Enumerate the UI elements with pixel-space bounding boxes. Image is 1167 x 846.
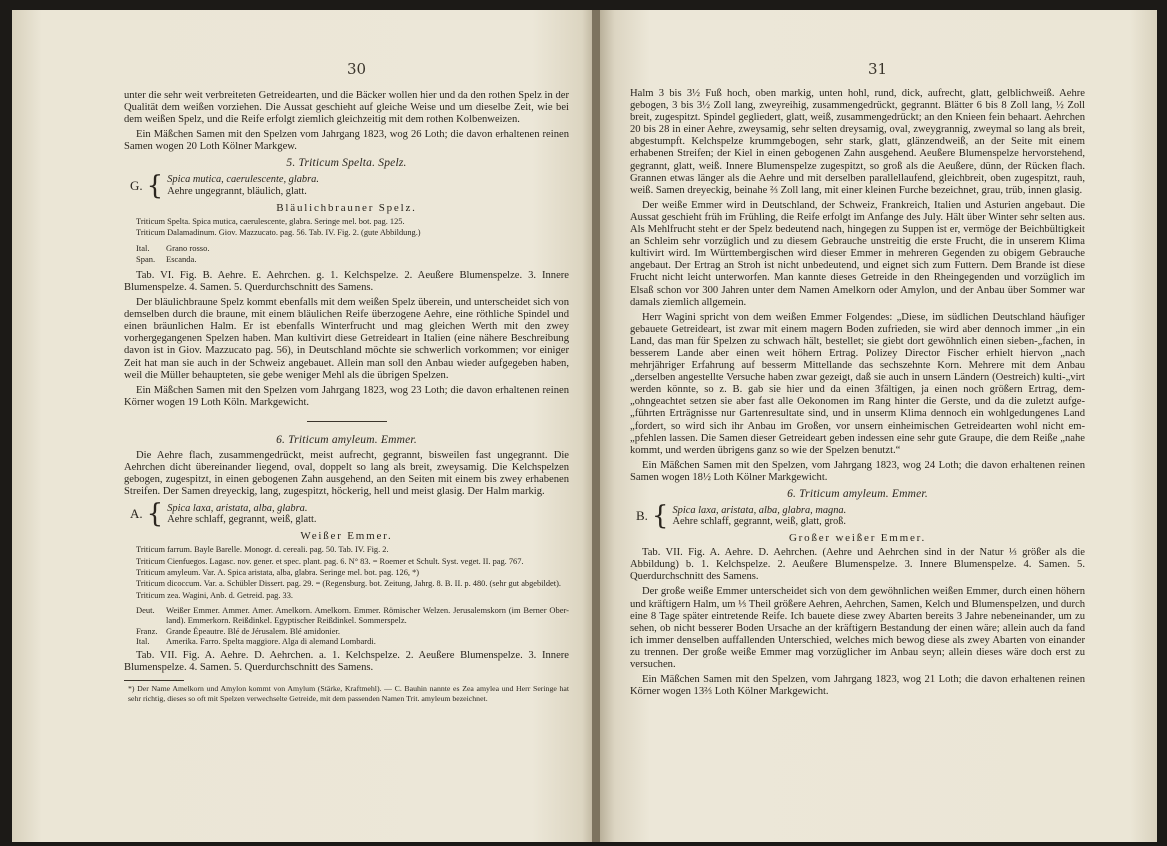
brace-icon: { xyxy=(146,499,164,530)
paragraph: Der große weiße Emmer unterscheidet sich von dem gewöhnlichen weißen Emmer, durch einen höhern und kräftigern Halm, um ⅓ Theil größere Aehren, Aehrchen, Samen, Kelch und Blumenspelzen, und durch eine 8 Tage später eintretende Reife. Ich bauete diese zwey Abarten bereits 3 Jahre nebeneinander, um zu sehen, ob nicht besserer Boden Ursache an der kräftigern Bestandung der einen wäre; allein auch da fand ich immer denselben auffallenden Unterschied, welches mich bewog diese als zwey Abarten von einander zu trennen. Der große weiße Emmer mag vorzüglicher im Anbau seyn; allein dieses wäre doch erst zu versuchen. xyxy=(630,586,1085,671)
variety-letter: G. xyxy=(130,177,143,193)
page-number-left: 30 xyxy=(347,60,367,78)
section-heading: 5. Triticum Spelta. Spelz. xyxy=(286,157,407,170)
common-name-row: Ital. Grano rosso. xyxy=(136,243,210,254)
variety-letter: B. xyxy=(636,508,648,524)
variety-description xyxy=(130,499,569,530)
plate-reference: Tab. VI. Fig. B. Aehre. E. Aehrchen. g. 1. Kelchspelze. 2. Aeußere Blumenspelze. 3. Innere Blumenspelze. 4. Samen. 5. Querdurchschnitt des Samens. xyxy=(124,269,569,293)
synonym: Triticum dicoccum. Var. a. Schübler Dissert. pag. 29. = (Regensburg. bot. Zeitung, Jahrg. 8. B. II. p. 480. (sehr gut abgebildet). xyxy=(136,579,561,589)
variety-letter: A. xyxy=(130,506,143,522)
common-name-row: Franz. Grande Épeautre. Blé de Jérusalem. Blé amidonier. xyxy=(136,625,340,636)
section-divider xyxy=(307,421,387,422)
left-page xyxy=(12,10,594,842)
footnote: *) Der Name Amelkorn und Amylon kommt von Amylum (Stärke, Kraftmehl). — C. Bauhin nannte es Zea amylea und Herr Seringe hat sehr richtig, dieses so oft mit Spelzen verwechselte Getreide, mit dem passenden Namen Trit. amyleum bezeichnet. xyxy=(128,684,569,703)
paragraph: Ein Mäßchen Samen mit den Spelzen, vom Jahrgang 1823, wog 24 Loth; die davon erhaltenen reinen Samen wogen 18½ Loth Kölner Markgewicht. xyxy=(630,459,1085,483)
page-number-right: 31 xyxy=(868,60,888,78)
paragraph: Halm 3 bis 3½ Fuß hoch, oben markig, unten hohl, rund, dick, aufrecht, glatt, gelblichweiß. Aehre gebogen, 3 bis 3½ Zoll lang, zweyreihig, zusammengedrückt, gegrannt. Blätter 6 bis 8 Zoll lang, ½ Zoll breit, zugespitzt. Spindel gegliedert, glatt, weiß, zusammengedrückt; an den Knieen fein behaart. Aehrchen 20 bis 28 in einer Aehre, zweysamig, sehr selten dreysamig, oval, zweygrannig, zweymal so lang als breit, abgestumpft. Kelchspelze krummgebogen, sehr stark, glatt, glänzendweiß, an der Seite mit einem erhabenen Streifen; der Kiel in einen gebogenen Zahn ausgehend. Aeußere Blumenspelze hervorstehend, gegrannt, glatt, weiß. Innere Blumenspelze zugespitzt, so groß als die Aeußere, dünn, der Rücken flach. Grannen etwas länger als die Aehre und mit derselben parallellaufend, gleichbreit, oben zugespitzt, rauh, weiß. Samen dreyeckig, beinahe ⅔ Zoll lang, mit einer kleinen Furche bezeichnet, grau, trüb, innen glasig. xyxy=(630,88,1085,196)
synonym: Triticum Spelta. Spica mutica, caerulescente, glabra. Seringe mel. bot. pag. 125. xyxy=(136,216,405,226)
common-name-row: Span. Escanda. xyxy=(136,253,197,264)
section-heading: 6. Triticum amyleum. Emmer. xyxy=(276,433,417,446)
variety-name: Großer weißer Emmer. xyxy=(788,532,927,545)
synonym: Triticum Cienfuegos. Lagasc. nov. gener. et spec. plant. pag. 6. N° 83. = Roemer et Schult. Syst. veget. II. pag. 767. xyxy=(136,556,524,566)
left-page-text xyxy=(124,90,569,703)
paragraph: Ein Mäßchen Samen mit den Spelzen vom Jahrgang 1823, wog 26 Loth; die davon erhaltenen reinen Samen wogen 20 Loth Kölner Markgew. xyxy=(124,129,569,153)
quotation: Herr Wagini spricht von dem weißen Emmer Folgendes: „Diese, im südlichen Deutschland häufiger gebauete Getreideart, ist zwar mit einem magern Boden zufrieden, sie wird aber dennoch immer „in ein Land, das man für Spelzen zu schwach hält, bestellet; sie giebt dort gewöhnlich einen sieben-„fachen, in besserem Lande aber einen weit höhern Ertrag. Polizey Director Fischer erhielt hiervon „nach mehrjähriger Erfahrung auf besserm Mittellande das sechszehnte Korn. Mehrere mit dem Anbau „derselben angestellte Versuche haben zwar gezeigt, daß sie auch in unsern Ländern (Oestreich) kulti-„virt werden könnte, so z. B. gab sie hier und da einen 3fältigen, ja einen noch größern Ertrag, dem-„ohngeachtet setzen sie aber fast alle Oekonomen im Rang hinter die Gerste, und da die zuletzt aufge-„führten Erträgnisse nur Gartenresultate sind, und in unserm Klima dennoch ein wohlgedungenes Land „fordert, so wird sich ihr Anbau im Großen, vor unsern einheimischen Getreidearten wohl nicht em-„pfehlen lassen. Die Samen dieser Getreideart geben indessen eine sehr gute Graupe, die dem Reiße „nahe kommt, und werden übrigens ganz so wie der Spelzen benutzt.“ xyxy=(630,311,1085,456)
latin-diagnosis: Spica laxa, aristata, alba, glabra. xyxy=(167,502,308,514)
brace-icon: { xyxy=(651,501,669,532)
paragraph: Der bläulichbraune Spelz kommt ebenfalls mit dem weißen Spelz überein, und unterscheidet sich von demselben durch die braune, mit einem bläulichen Reife überzogene Aehre, eine röthliche Spindel und einen bräunlichen Halm. Er ist ebenfalls Winterfrucht und mag gleichen Werth mit den zwey vorhergegangenen Spelzen haben. Man kultivirt diese Getreideart in Italien (eine nähere Beschreibung davon ist in Giov. Mazzucato pag. 56), in Deutschland möchte sie schwerlich vorkommen; vor einiger Zeit hat man sie auch in der Schweiz angebauet. Allein man soll den Anbau wieder aufgegeben haben, weil die Müller behaupteten, sie gebe weniger Mehl als die übrigen Spelzen. xyxy=(124,297,569,381)
latin-diagnosis: Spica mutica, caerulescente, glabra. xyxy=(167,174,319,186)
open-book xyxy=(12,10,1157,842)
paragraph: Ein Mäßchen Samen mit den Spelzen, vom Jahrgang 1823, wog 21 Loth; die davon erhaltenen reinen Körner wogen 13⅔ Loth Kölner Markgewicht. xyxy=(630,674,1085,698)
plate-reference: Tab. VII. Fig. A. Aehre. D. Aehrchen. a. 1. Kelchspelze. 2. Aeußere Blumenspelze. 3. Innere Blumenspelze. 4. Samen. 5. Querdurchschnitt des Samens. xyxy=(124,650,569,674)
plate-reference: Tab. VII. Fig. A. Aehre. D. Aehrchen. (Aehre und Aehrchen sind in der Natur ⅓ größer als die Abbildung) b. 1. Kelchspelze. 2. Aeußere Blumenspelze. 3. Innere Blumenspelze. 4. Samen. 5. Querdurchschnitt des Samens. xyxy=(630,547,1085,583)
paragraph: unter die sehr weit verbreiteten Getreidearten, und die Bäcker wollen hier und da den rothen Spelz in der Qualität dem weißen vorziehen. Die Aussat geschieht auf gleiche Weise und um dieselbe Zeit, wie bei dem weißen Spelz, und die Reife erfolgt ziemlich gleichzeitig mit dem rothen Kolbenweizen. xyxy=(124,90,569,126)
latin-diagnosis: Spica laxa, aristata, alba, glabra, magna. xyxy=(672,504,847,516)
section-heading: 6. Triticum amyleum. Emmer. xyxy=(787,488,928,500)
german-diagnosis: Aehre ungegrannt, bläulich, glatt. xyxy=(167,185,307,197)
variety-name: Bläulichbrauner Spelz. xyxy=(276,201,417,214)
paragraph: Ein Mäßchen Samen mit den Spelzen vom Jahrgang 1823, wog 23 Loth; die davon erhaltenen reinen Körner wogen 19 Loth Köln. Markgewicht. xyxy=(124,384,569,408)
synonym: Triticum Dalamadinum. Giov. Mazzucato. pag. 56. Tab. IV. Fig. 2. (gute Abbildung.) xyxy=(136,227,421,237)
german-diagnosis: Aehre schlaff, gegrannt, weiß, glatt, groß. xyxy=(672,516,846,528)
synonym: Triticum zea. Wagini, Anb. d. Getreid. pag. 33. xyxy=(136,590,294,600)
variety-description xyxy=(636,501,1085,532)
right-page xyxy=(600,10,1157,842)
german-diagnosis: Aehre schlaff, gegrannt, weiß, glatt. xyxy=(167,514,317,526)
paragraph: Die Aehre flach, zusammengedrückt, meist aufrecht, gegrannt, bisweilen fast ungegrannt. Die Aehrchen dicht übereinander liegend, oval, doppelt so lang als breit, zweysamig. Die Kelchspelzen gebogen, zugespitzt, in einen gebogenen Zahn ausgehend, an den Seiten mit einem bis zwey erhabenen Streifen. Der Samen dreyeckig, lang, zugespitzt, höckerig, hell und meist glasig. Der Halm markig. xyxy=(124,449,569,498)
common-name-row: Ital. Amerika. Farro. Spelta maggiore. Alga di alemand Lombardi. xyxy=(136,635,376,646)
footnote-divider xyxy=(124,680,184,681)
variety-name: Weißer Emmer. xyxy=(300,530,393,543)
synonym: Triticum amyleum. Var. A. Spica aristata, alba, glabra. Seringe mel. bot. pag. 126, *) xyxy=(136,568,420,578)
synonym: Triticum farrum. Bayle Barelle. Monogr. d. cereali. pag. 50. Tab. IV. Fig. 2. xyxy=(136,545,389,555)
paragraph: Der weiße Emmer wird in Deutschland, der Schweiz, Frankreich, Italien und Asturien angebaut. Die Aussat geschieht früh im Frühling, die Reife erfolgt im Anfange des July. Hält über Winter sehr selten aus. Als Mehlfrucht steht er der Spelz bedeutend nach, hingegen zu Suppen ist er, vermöge der Beichbültigkeit an Schleim sehr vorzüglich und zu diesem Gebrauche unstreitig die erste Frucht, die in unserem Klima kultivirt wird. Im Württembergischen wird dieser Emmer in mehreren Gegenden zu obigem Gebrauche angebaut. Der Ertrag an Stroh ist nicht unbedeutend, und eignet sich zum Futtern. Dem Brande ist diese Frucht nicht leicht unterworfen. Man kannte dieses Getreide in den Rheingegenden und vorzüglich im Elsaß schon vor 300 Jahren unter dem Namen Amelkorn oder Amylon, und der Anbau über Sommer war damals ziemlich allgemein. xyxy=(630,199,1085,308)
variety-description xyxy=(130,170,569,201)
brace-icon: { xyxy=(146,170,164,201)
right-page-text xyxy=(630,88,1085,701)
common-name-row: Deut. Weißer Emmer. Ammer. Amer. Amelkorn. Amelkorn. Emmer. Römischer Welzen. Jerusalemskorn (im Berner Ober-land). Emmerkorn. Reißdinkel. Egyptischer Reißdinkel. Sommerspelz. xyxy=(136,604,569,626)
